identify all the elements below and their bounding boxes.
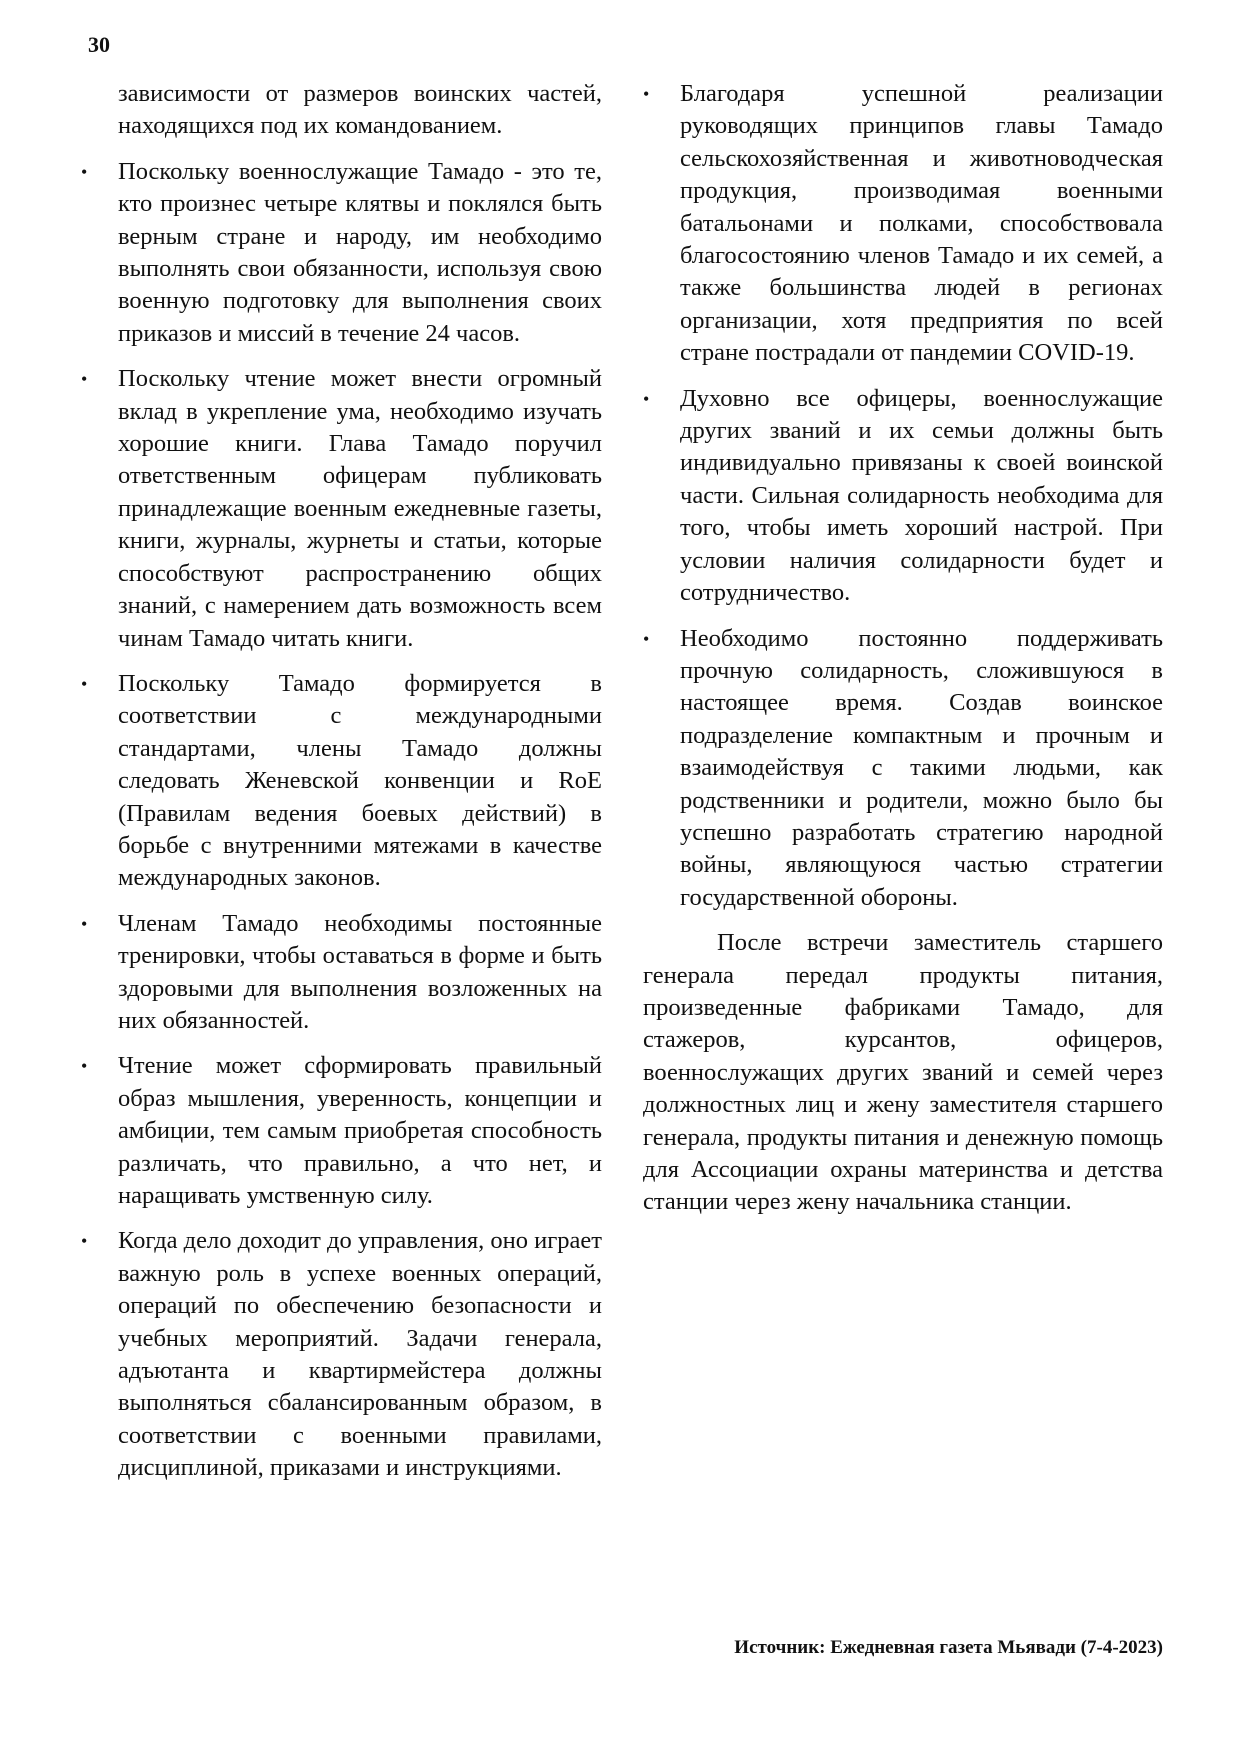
source-citation: Источник: Ежедневная газета Мьявади (7-4-2023)	[734, 1637, 1163, 1658]
bullet-item: • Поскольку чтение может внести огромный вклад в укрепление ума, необходимо изучать хорошие книги. Глава Тамадо поручил ответственным офицерам публиковать принадлежащие военным ежедневные газеты, книги, журналы, журнеты и статьи, которые способствуют распространению общих знаний, с намерением дать возможность всем чинам Тамадо читать книги.	[118, 363, 602, 655]
bullet-item: • Необходимо постоянно поддерживать прочную солидарность, сложившуюся в настоящее время. Создав воинское подразделение компактным и прочным и взаимодействуя с такими людьми, как родственники и родители, можно было бы успешно разработать стратегию народной войны, являющуюся частью стратегии государственной обороны.	[680, 623, 1163, 915]
right-column	[643, 78, 1163, 1219]
right-bullet-list	[643, 78, 1163, 914]
closing-paragraph: После встречи заместитель старшего генерала передал продукты питания, произведенные фабриками Тамадо, для стажеров, курсантов, офицеров, военнослужащих других званий и семей через должностных лиц и жену заместителя старшего генерала, продукты питания и денежную помощь для Ассоциации охраны материнства и детства станции через жену начальника станции.	[643, 929, 1163, 1216]
bullet-item: • Поскольку Тамадо формируется в соответствии с международными стандартами, члены Тамадо должны следовать Женевской конвенции и RoE (Правилам ведения боевых действий) в борьбе с внутренними мятежами в качестве международных законов.	[118, 668, 602, 895]
page-number: 30	[88, 32, 110, 57]
bullet-item: • Духовно все офицеры, военнослужащие других званий и их семьи должны быть индивидуально привязаны к своей воинской части. Сильная солидарность необходима для того, чтобы иметь хороший настрой. При условии наличия солидарности будет и сотрудничество.	[680, 383, 1163, 610]
bullet-item: • Чтение может сформировать правильный образ мышления, уверенность, концепции и амбиции, тем самым приобретая способность различать, что правильно, а что нет, и наращивать умственную силу.	[118, 1050, 602, 1212]
continuation-paragraph: зависимости от размеров воинских частей, находящихся под их командованием.	[118, 80, 602, 140]
left-column	[118, 78, 602, 1498]
bullet-item: • Членам Тамадо необходимы постоянные тренировки, чтобы оставаться в форме и быть здоровыми для выполнения возложенных на них обязанностей.	[118, 908, 602, 1038]
bullet-item: • Когда дело доходит до управления, оно играет важную роль в успехе военных операций, операций по обеспечению безопасности и учебных мероприятий. Задачи генерала, адъютанта и квартирмейстера должны выполняться сбалансированным образом, в соответствии с военными правилами, дисциплиной, приказами и инструкциями.	[118, 1225, 602, 1484]
bullet-item: • Поскольку военнослужащие Тамадо - это те, кто произнес четыре клятвы и поклялся быть верным стране и народу, им необходимо выполнять свои обязанности, используя свою военную подготовку для выполнения своих приказов и миссий в течение 24 часов.	[118, 156, 602, 350]
left-bullet-list	[118, 156, 602, 1485]
bullet-item: • Благодаря успешной реализации руководящих принципов главы Тамадо сельскохозяйственная и животноводческая продукция, производимая военными батальонами и полками, способствовала благосостоянию членов Тамадо и их семей, а также большинства людей в регионах организации, хотя предприятия по всей стране пострадали от пандемии COVID-19.	[680, 78, 1163, 370]
